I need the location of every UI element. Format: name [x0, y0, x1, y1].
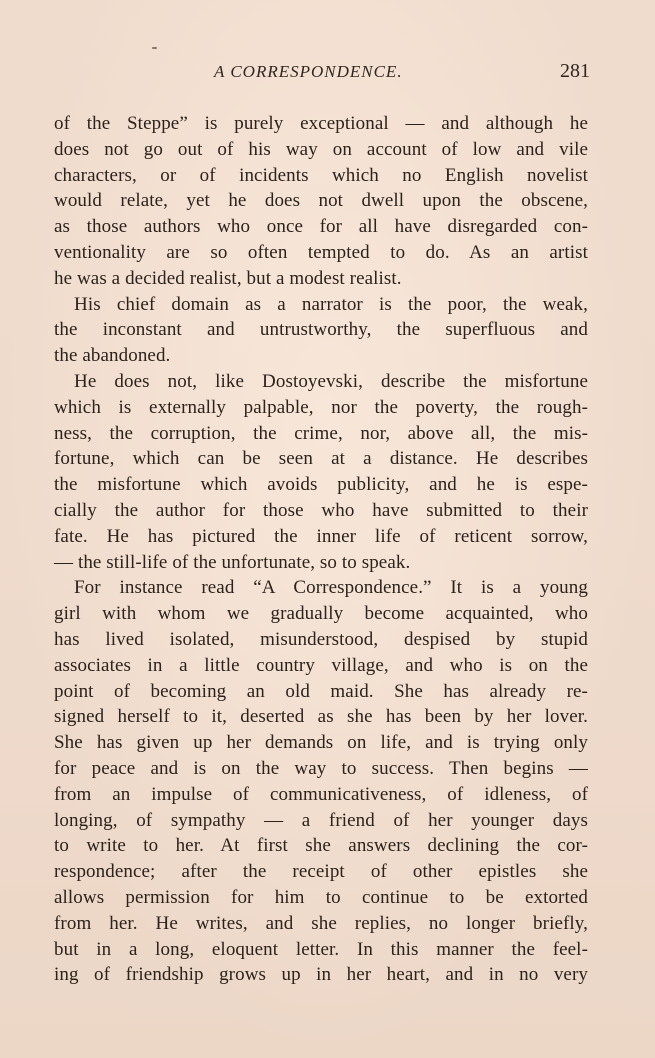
text-line: ness, the corruption, the crime, nor, above all, the mis- — [54, 422, 588, 444]
text-line: respondence; after the receipt of other epistles she — [54, 861, 588, 883]
text-line: has lived isolated, misunderstood, despised by stupid — [54, 628, 588, 650]
text-line: ing of friendship grows up in her heart, and in no very — [54, 964, 588, 986]
text-line: would relate, yet he does not dwell upon the obscene, — [54, 190, 588, 212]
text-line: signed herself to it, deserted as she has been by her lover. — [54, 706, 588, 728]
text-line: associates in a little country village, and who is on the — [54, 654, 588, 676]
text-line: the inconstant and untrustworthy, the superfluous and — [54, 319, 588, 341]
text-line: allows permission for him to continue to be extorted — [54, 886, 588, 908]
text-line: She has given up her demands on life, and is trying only — [54, 732, 588, 754]
text-line: He does not, like Dostoyevski, describe the misfortune — [74, 370, 588, 392]
text-line: His chief domain as a narrator is the poor, the weak, — [74, 293, 588, 315]
text-line: the misfortune which avoids publicity, and he is espe- — [54, 474, 588, 496]
text-line: for peace and is on the way to success. Then begins — — [54, 757, 588, 779]
text-line: but in a long, eloquent letter. In this manner the feel- — [54, 938, 588, 960]
running-title: A CORRESPONDENCE. — [214, 62, 403, 81]
text-line: of the Steppe” is purely exceptional — and although he — [54, 113, 588, 134]
page-header — [54, 62, 590, 88]
text-line: from her. He writes, and she replies, no longer briefly, — [54, 912, 588, 934]
text-line: For instance read “A Correspondence.” It is a young — [74, 577, 588, 599]
text-line: girl with whom we gradually become acquainted, who — [54, 603, 588, 625]
text-line: the abandoned. — [54, 345, 171, 367]
text-line: which is externally palpable, nor the poverty, the rough- — [54, 396, 588, 418]
body-text — [54, 111, 588, 988]
text-line: fate. He has pictured the inner life of reticent sorrow, — [54, 525, 588, 547]
text-line: does not go out of his way on account of low and vile — [54, 138, 588, 160]
text-line: cially the author for those who have submitted to their — [54, 499, 588, 521]
text-line: he was a decided realist, but a modest realist. — [54, 267, 402, 289]
text-line: ventionality are so often tempted to do. As an artist — [54, 241, 588, 263]
text-line: point of becoming an old maid. She has already re- — [54, 680, 588, 702]
text-line: longing, of sympathy — a friend of her younger days — [54, 809, 588, 831]
text-line: characters, or of incidents which no English novelist — [54, 164, 588, 186]
page-number: 281 — [560, 60, 590, 82]
text-line: fortune, which can be seen at a distance. He describes — [54, 448, 588, 470]
text-line: as those authors who once for all have disregarded con- — [54, 216, 588, 238]
ink-speck — [152, 47, 157, 49]
text-line: — the still-life of the unfortunate, so to speak. — [54, 551, 411, 573]
text-line: from an impulse of communicativeness, of idleness, of — [54, 783, 588, 805]
text-line: to write to her. At first she answers declining the cor- — [54, 835, 588, 857]
